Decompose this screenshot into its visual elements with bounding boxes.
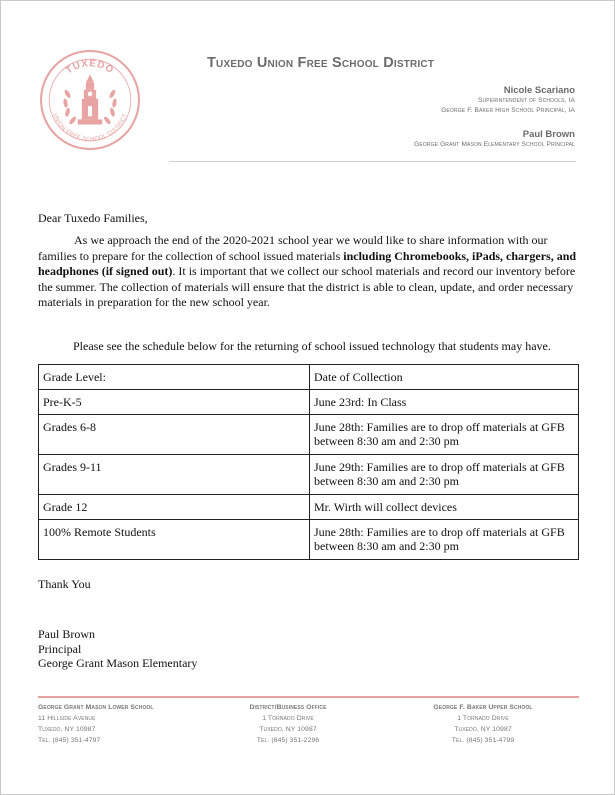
table-row [39,495,579,520]
footer-column-district-office [228,702,348,746]
header-cell: Date of Collection [310,365,579,390]
table-row [39,520,579,560]
grade-cell: Grade 12 [39,495,310,520]
footer-tel: Tel. (845) 351-4799 [451,737,515,744]
grade-cell: 100% Remote Students [39,520,310,560]
official-name: Nicole Scariano [503,85,575,96]
table-row [39,390,579,415]
footer-address: 1 Tornado Drive [262,715,314,722]
date-cell: June 29th: Families are to drop off materials at GFB between 8:30 am and 2:30 pm [310,455,579,495]
official-role: George F. Baker High School Principal, IA [441,107,575,114]
table-row [39,415,579,455]
footer-tel: Tel. (845) 351-2296 [256,737,320,744]
footer-title: George F. Baker Upper School [433,704,533,711]
greeting: Dear Tuxedo Families, [38,211,148,225]
seal-top-text: TUXEDO [63,58,116,77]
table-header-row [39,365,579,390]
svg-text:TUXEDO [64,58,116,76]
footer-divider [38,696,579,698]
district-title: Tuxedo Union Free School District [207,55,435,71]
signature-school: George Grant Mason Elementary [38,656,198,670]
grade-cell: Grades 9-11 [39,455,310,495]
paragraph-text: . It is important that we collect our school materials and record our inventory before the summer. The collection of materials will ensure that the district is able to clean, update, and order necessary materials in preparation for the new school year. [38,264,576,309]
paragraph-bold-text: including Chromebooks, iPads, chargers, and headphones (if signed out) [38,248,577,278]
footer-column-lower-school [38,702,154,746]
footer-city: Tuxedo, NY 10987 [454,726,512,733]
table-row [39,455,579,495]
footer-address: 11 Hillside Avenue [38,715,96,722]
footer-title: George Grant Mason Lower School [38,704,154,711]
header-cell: Grade Level: [39,365,310,390]
signature-block [38,627,578,671]
footer-city: Tuxedo, NY 10987 [38,726,96,733]
header-divider [169,161,576,162]
footer-title: District/Business Office [249,704,327,711]
footer-city: Tuxedo, NY 10987 [259,726,317,733]
footer-tel: Tel. (845) 351-4797 [38,737,101,744]
seal-bottom-text: UNION FREE SCHOOL DISTRICT [51,112,129,143]
official-role: Superintendent of Schools, IA [478,97,575,104]
closing: Thank You [38,577,91,591]
clock-tower-icon [78,75,102,125]
footer-column-upper-school [398,702,568,746]
official-role: George Grant Mason Elementary School Principal [414,141,575,148]
footer-address: 1 Tornado Drive [457,715,509,722]
seal-emblem [39,49,141,151]
grade-cell: Pre-K-5 [39,390,310,415]
paragraph-text: As we approach the end of the 2020-2021 school year we would like to share information with our families to prepare for the collection of school issued materials [38,233,548,263]
grade-cell: Grades 6-8 [39,415,310,455]
collection-schedule-table [38,364,579,560]
signature-title: Principal [38,641,82,656]
official-name: Paul Brown [522,129,575,140]
district-seal-logo [39,49,141,151]
schedule-intro: Please see the schedule below for the returning of school issued technology that students may have. [73,339,551,353]
date-cell: June 23rd: In Class [310,390,579,415]
officials-block [414,85,575,150]
date-cell: Mr. Wirth will collect devices [310,495,579,520]
date-cell: June 28th: Families are to drop off materials at GFB between 8:30 am and 2:30 pm [310,520,579,560]
date-cell: June 28th: Families are to drop off materials at GFB between 8:30 am and 2:30 pm [310,415,579,455]
intro-paragraph [38,233,578,311]
signature-name: Paul Brown [38,627,95,641]
